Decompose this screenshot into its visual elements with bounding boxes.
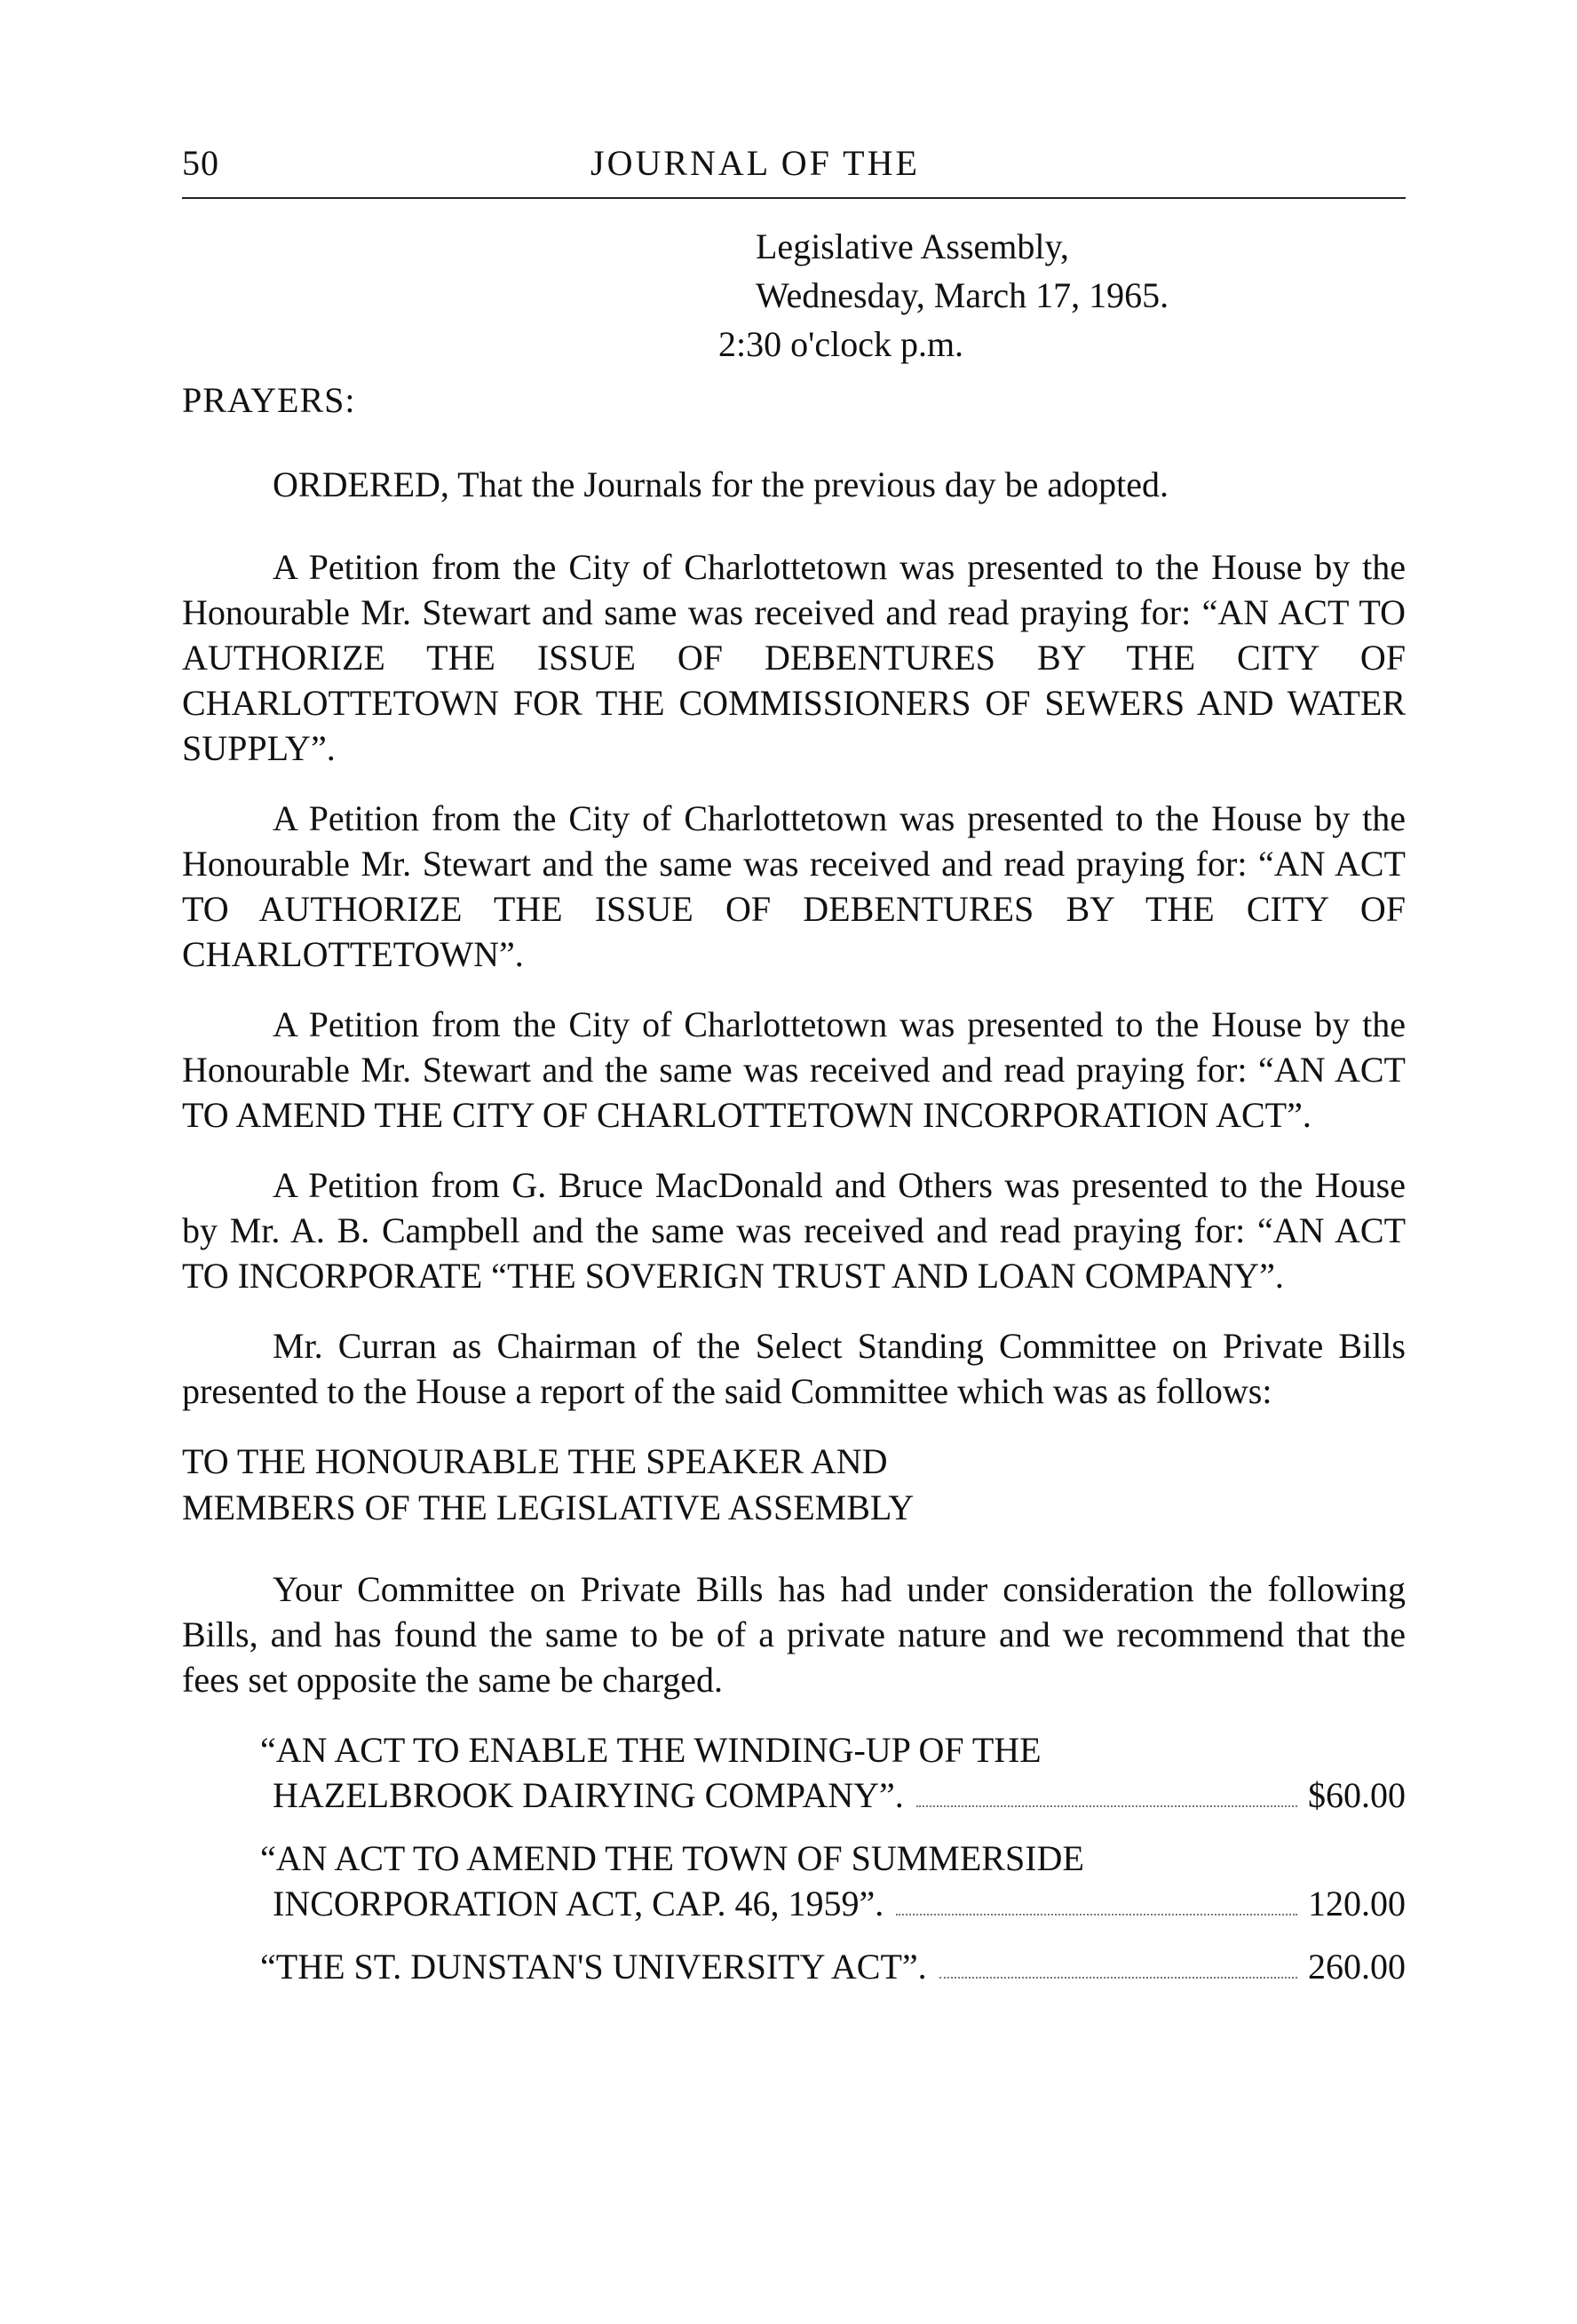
bill-title: “AN ACT TO AMEND THE TOWN OF SUMMERSIDE [260,1838,1084,1878]
bill-entry [182,1836,1406,1926]
bill-entry [182,1727,1406,1818]
bill-fee: 120.00 [1308,1884,1406,1923]
bills-list [182,1727,1406,1989]
bill-fee: $60.00 [1308,1775,1406,1815]
address-line: TO THE HONOURABLE THE SPEAKER AND [182,1441,888,1481]
ordered-paragraph: ORDERED, That the Journals for the previous day be adopted. [273,464,1169,504]
bill-title-end: “THE ST. DUNSTAN'S UNIVERSITY ACT”. [260,1947,927,1987]
committee-paragraph: Mr. Curran as Chairman of the Select Standing Committee on Private Bills presented to the House a report of the said Committee which was as follows: [182,1326,1406,1411]
bill-title-end: HAZELBROOK DAIRYING COMPANY”. [273,1775,904,1815]
bill-title-continued [260,1881,1406,1926]
dot-leader [939,1977,1297,1979]
dot-leader [896,1914,1297,1916]
petition-paragraph: A Petition from the City of Charlottetown was presented to the House by the Honourable Mr. Stewart and same was received and read praying for: “AN ACT TO AUTHORIZE THE ISSUE OF DEBENTURES BY THE CITY OF CHARLOTTETOWN FOR THE COMMISSIONERS OF SEWERS AND WATER SUPPLY”. [182,547,1406,768]
dateline-time: 2:30 o'clock p.m. [718,324,964,364]
dateline-date: Wednesday, March 17, 1965. [756,275,1169,315]
address-line: MEMBERS OF THE LEGISLATIVE ASSEMBLY [182,1487,915,1527]
page-number: 50 [182,143,219,183]
journal-body [182,377,1406,2007]
bill-title-end: INCORPORATION ACT, CAP. 46, 1959”. [273,1884,884,1923]
bill-title: “AN ACT TO ENABLE THE WINDING-UP OF THE [260,1730,1042,1770]
report-paragraph: Your Committee on Private Bills has had under consideration the following Bills, and has found the same to be of a private nature and we recommend that the fees set opposite the same be charged. [182,1569,1406,1700]
bill-title-continued [260,1773,1406,1818]
header-rule [182,197,1406,199]
running-title: JOURNAL OF THE [590,143,920,183]
petition-paragraph: A Petition from G. Bruce MacDonald and Others was presented to the House by Mr. A. B. Campbell and the same was received and read praying for: “AN ACT TO INCORPORATE “THE SOVERIGN TRUST AND LOAN COMPANY”. [182,1165,1406,1296]
dateline-assembly: Legislative Assembly, [756,226,1069,266]
prayers-heading: PRAYERS: [182,380,356,420]
bill-title-continued [260,1944,1406,1989]
petition-paragraph: A Petition from the City of Charlottetown was presented to the House by the Honourable Mr. Stewart and the same was received and read praying for: “AN ACT TO AMEND THE CITY OF CHARLOTTETOWN INCORPORATION ACT”. [182,1004,1406,1135]
petition-paragraph: A Petition from the City of Charlottetown was presented to the House by the Honourable Mr. Stewart and the same was received and read praying for: “AN ACT TO AUTHORIZE THE ISSUE OF DEBENTURES BY THE CITY OF CHARLOTTETOWN”. [182,798,1406,974]
bill-entry [182,1944,1406,1989]
bill-fee: 260.00 [1308,1947,1406,1987]
report-address [182,1439,1406,1531]
dateline [718,222,1169,369]
running-head [182,131,1406,188]
dot-leader [916,1805,1297,1807]
